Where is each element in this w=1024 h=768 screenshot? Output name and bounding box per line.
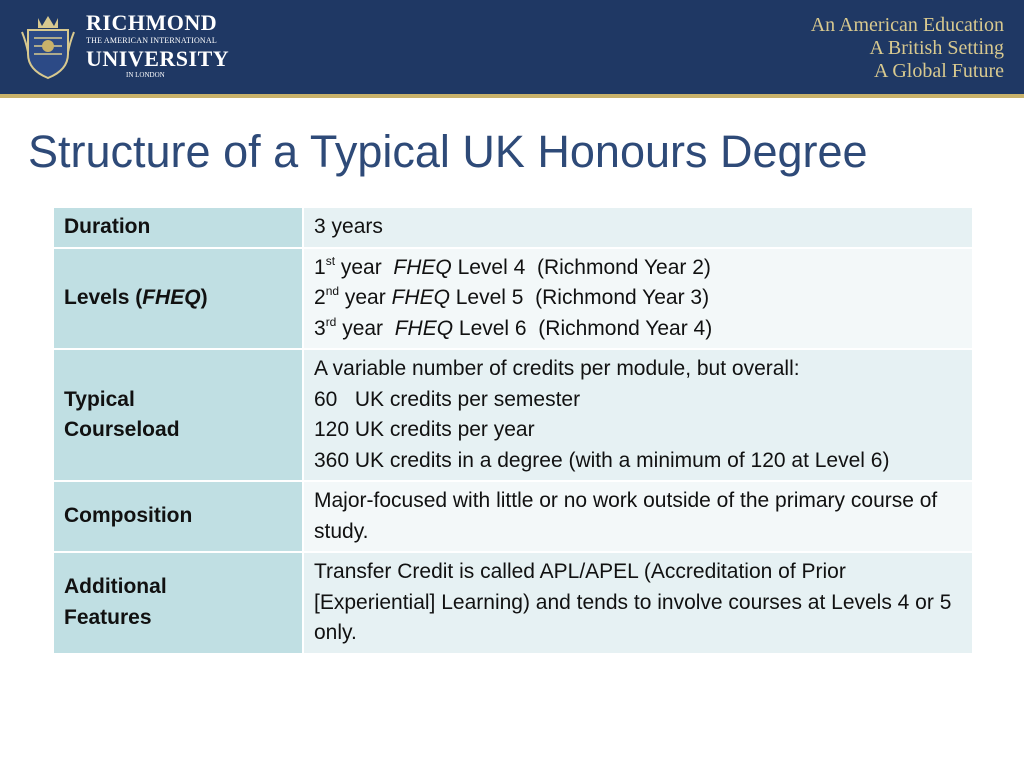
- courseload-line: 120 UK credits per year: [314, 418, 535, 441]
- table-row-additional: [53, 552, 973, 654]
- row-value-composition: Major-focused with little or no work outside of the primary course of study.: [303, 481, 973, 552]
- tagline: [811, 14, 1004, 83]
- table-row-composition: [53, 481, 973, 552]
- degree-structure-table: [52, 206, 974, 655]
- row-label-composition: Composition: [53, 481, 303, 552]
- tagline-line: A Global Future: [874, 60, 1004, 82]
- table-row-duration: [53, 207, 973, 248]
- logo-line-university: UNIVERSITY: [86, 46, 230, 71]
- courseload-line: 360 UK credits in a degree (with a minimum of 120 at Level 6): [314, 448, 890, 472]
- row-label-additional: Additional Features: [53, 552, 303, 654]
- logo-line-richmond: RICHMOND: [86, 10, 218, 35]
- row-label-duration: Duration: [53, 207, 303, 248]
- slide-title: Structure of a Typical UK Honours Degree: [28, 126, 868, 177]
- header-banner: [0, 0, 1024, 94]
- logo-line-in-london: IN LONDON: [126, 71, 165, 79]
- row-label-courseload: Typical Courseload: [53, 349, 303, 481]
- row-value-courseload: [303, 349, 973, 481]
- table-row-courseload: [53, 349, 973, 481]
- courseload-line: 60 UK credits per semester: [314, 387, 581, 411]
- logo-line-american-international: THE AMERICAN INTERNATIONAL: [86, 36, 217, 45]
- header-divider: [0, 94, 1024, 98]
- level-line: 1st year FHEQ Level 4 (Richmond Year 2): [314, 253, 711, 279]
- row-value-additional: Transfer Credit is called APL/APEL (Accreditation of Prior [Experiential] Learning) and tends to involve courses at Levels 4 or 5 only.: [303, 552, 973, 654]
- row-label-levels: Levels (FHEQ): [53, 248, 303, 350]
- tagline-line: An American Education: [810, 14, 1004, 36]
- table-row-levels: [53, 248, 973, 350]
- tagline-line: A British Setting: [869, 37, 1004, 59]
- level-line: 2nd year FHEQ Level 5 (Richmond Year 3): [314, 284, 710, 309]
- courseload-line: A variable number of credits per module, but overall:: [314, 357, 800, 380]
- university-wordmark: [86, 12, 236, 79]
- university-crest-icon: [20, 12, 76, 82]
- row-value-duration: 3 years: [303, 207, 973, 248]
- level-line: 3rd year FHEQ Level 6 (Richmond Year 4): [314, 314, 713, 340]
- row-value-levels: [303, 248, 973, 350]
